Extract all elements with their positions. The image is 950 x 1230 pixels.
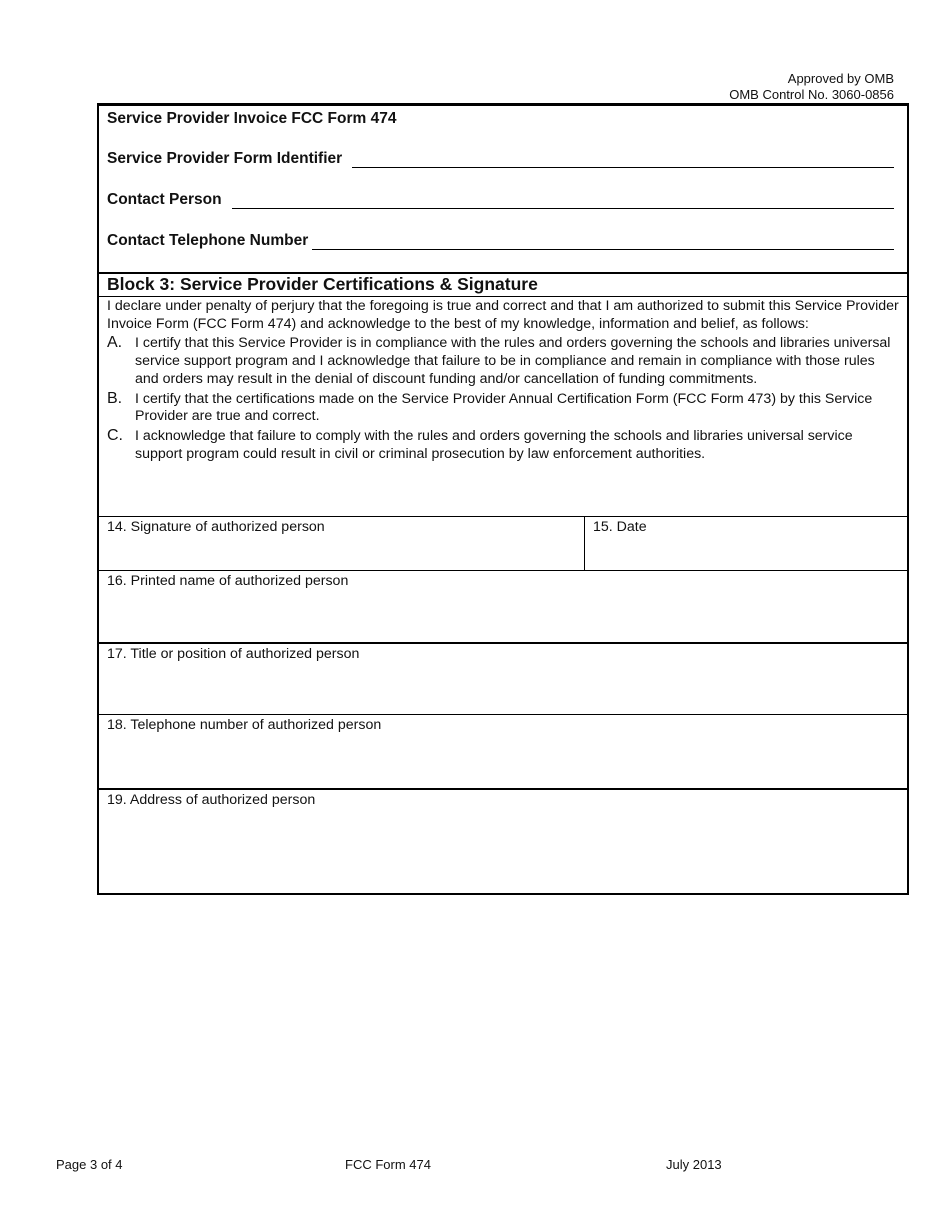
printed-name-label: 16. Printed name of authorized person <box>107 573 349 589</box>
certification-item-a <box>107 335 899 388</box>
address-field[interactable] <box>99 788 907 894</box>
signature-label: 14. Signature of authorized person <box>107 519 325 535</box>
title-label: 17. Title or position of authorized person <box>107 646 360 662</box>
signature-fields <box>99 516 907 894</box>
block3-title: Block 3: Service Provider Certifications & Signature <box>107 274 538 294</box>
omb-approved-text: Approved by OMB <box>787 71 894 86</box>
omb-control-number: OMB Control No. 3060-0856 <box>729 87 894 102</box>
contact-phone-row <box>107 232 894 250</box>
telephone-label: 18. Telephone number of authorized person <box>107 717 382 733</box>
item-text: I certify that this Service Provider is in compliance with the rules and orders governing the schools and libraries universal service support program and I acknowledge that failure to be in compliance and remain in compliance with those rules and orders may result in the denial of discount funding and/or cancellation of funding commitments. <box>135 335 891 387</box>
contact-person-label: Contact Person <box>107 191 222 208</box>
certification-text <box>107 298 899 463</box>
contact-phone-label: Contact Telephone Number <box>107 232 309 249</box>
form-title: Service Provider Invoice FCC Form 474 <box>107 110 397 127</box>
contact-person-field[interactable] <box>232 192 894 209</box>
form-identifier-label: Service Provider Form Identifier <box>107 150 343 167</box>
item-letter: A. <box>107 334 123 352</box>
contact-person-row <box>107 191 894 209</box>
certification-item-b <box>107 391 899 426</box>
form-identifier-row <box>107 150 894 168</box>
contact-phone-field[interactable] <box>312 233 894 250</box>
printed-name-field[interactable] <box>99 570 907 642</box>
footer-page-number: Page 3 of 4 <box>56 1157 123 1172</box>
item-letter: C. <box>107 426 123 444</box>
footer-form-name: FCC Form 474 <box>345 1157 431 1172</box>
form-header-section <box>99 106 907 274</box>
signature-field[interactable] <box>99 517 585 570</box>
field-row-signature-date <box>99 516 907 570</box>
omb-approval <box>729 71 894 103</box>
footer-date: July 2013 <box>666 1157 722 1172</box>
item-letter: B. <box>107 389 123 407</box>
item-text: I acknowledge that failure to comply with the rules and orders governing the schools and libraries universal service support program could result in civil or criminal prosecution by law enforcement authorities. <box>135 427 853 462</box>
form-identifier-field[interactable] <box>352 151 894 168</box>
form-474-page <box>97 103 909 895</box>
title-field[interactable] <box>99 642 907 714</box>
telephone-field[interactable] <box>99 714 907 788</box>
date-field[interactable] <box>585 517 907 570</box>
block3-heading <box>99 272 907 297</box>
item-text: I certify that the certifications made on the Service Provider Annual Certification Form (FCC Form 473) by this Service Provider are true and correct. <box>135 390 873 425</box>
date-label: 15. Date <box>593 519 647 535</box>
certification-item-c <box>107 428 899 463</box>
certification-intro: I declare under penalty of perjury that the foregoing is true and correct and that I am authorized to submit this Service Provider Invoice Form (FCC Form 474) and acknowledge to the best of my knowledge, information and belief, as follows: <box>107 298 899 332</box>
address-label: 19. Address of authorized person <box>107 792 316 808</box>
